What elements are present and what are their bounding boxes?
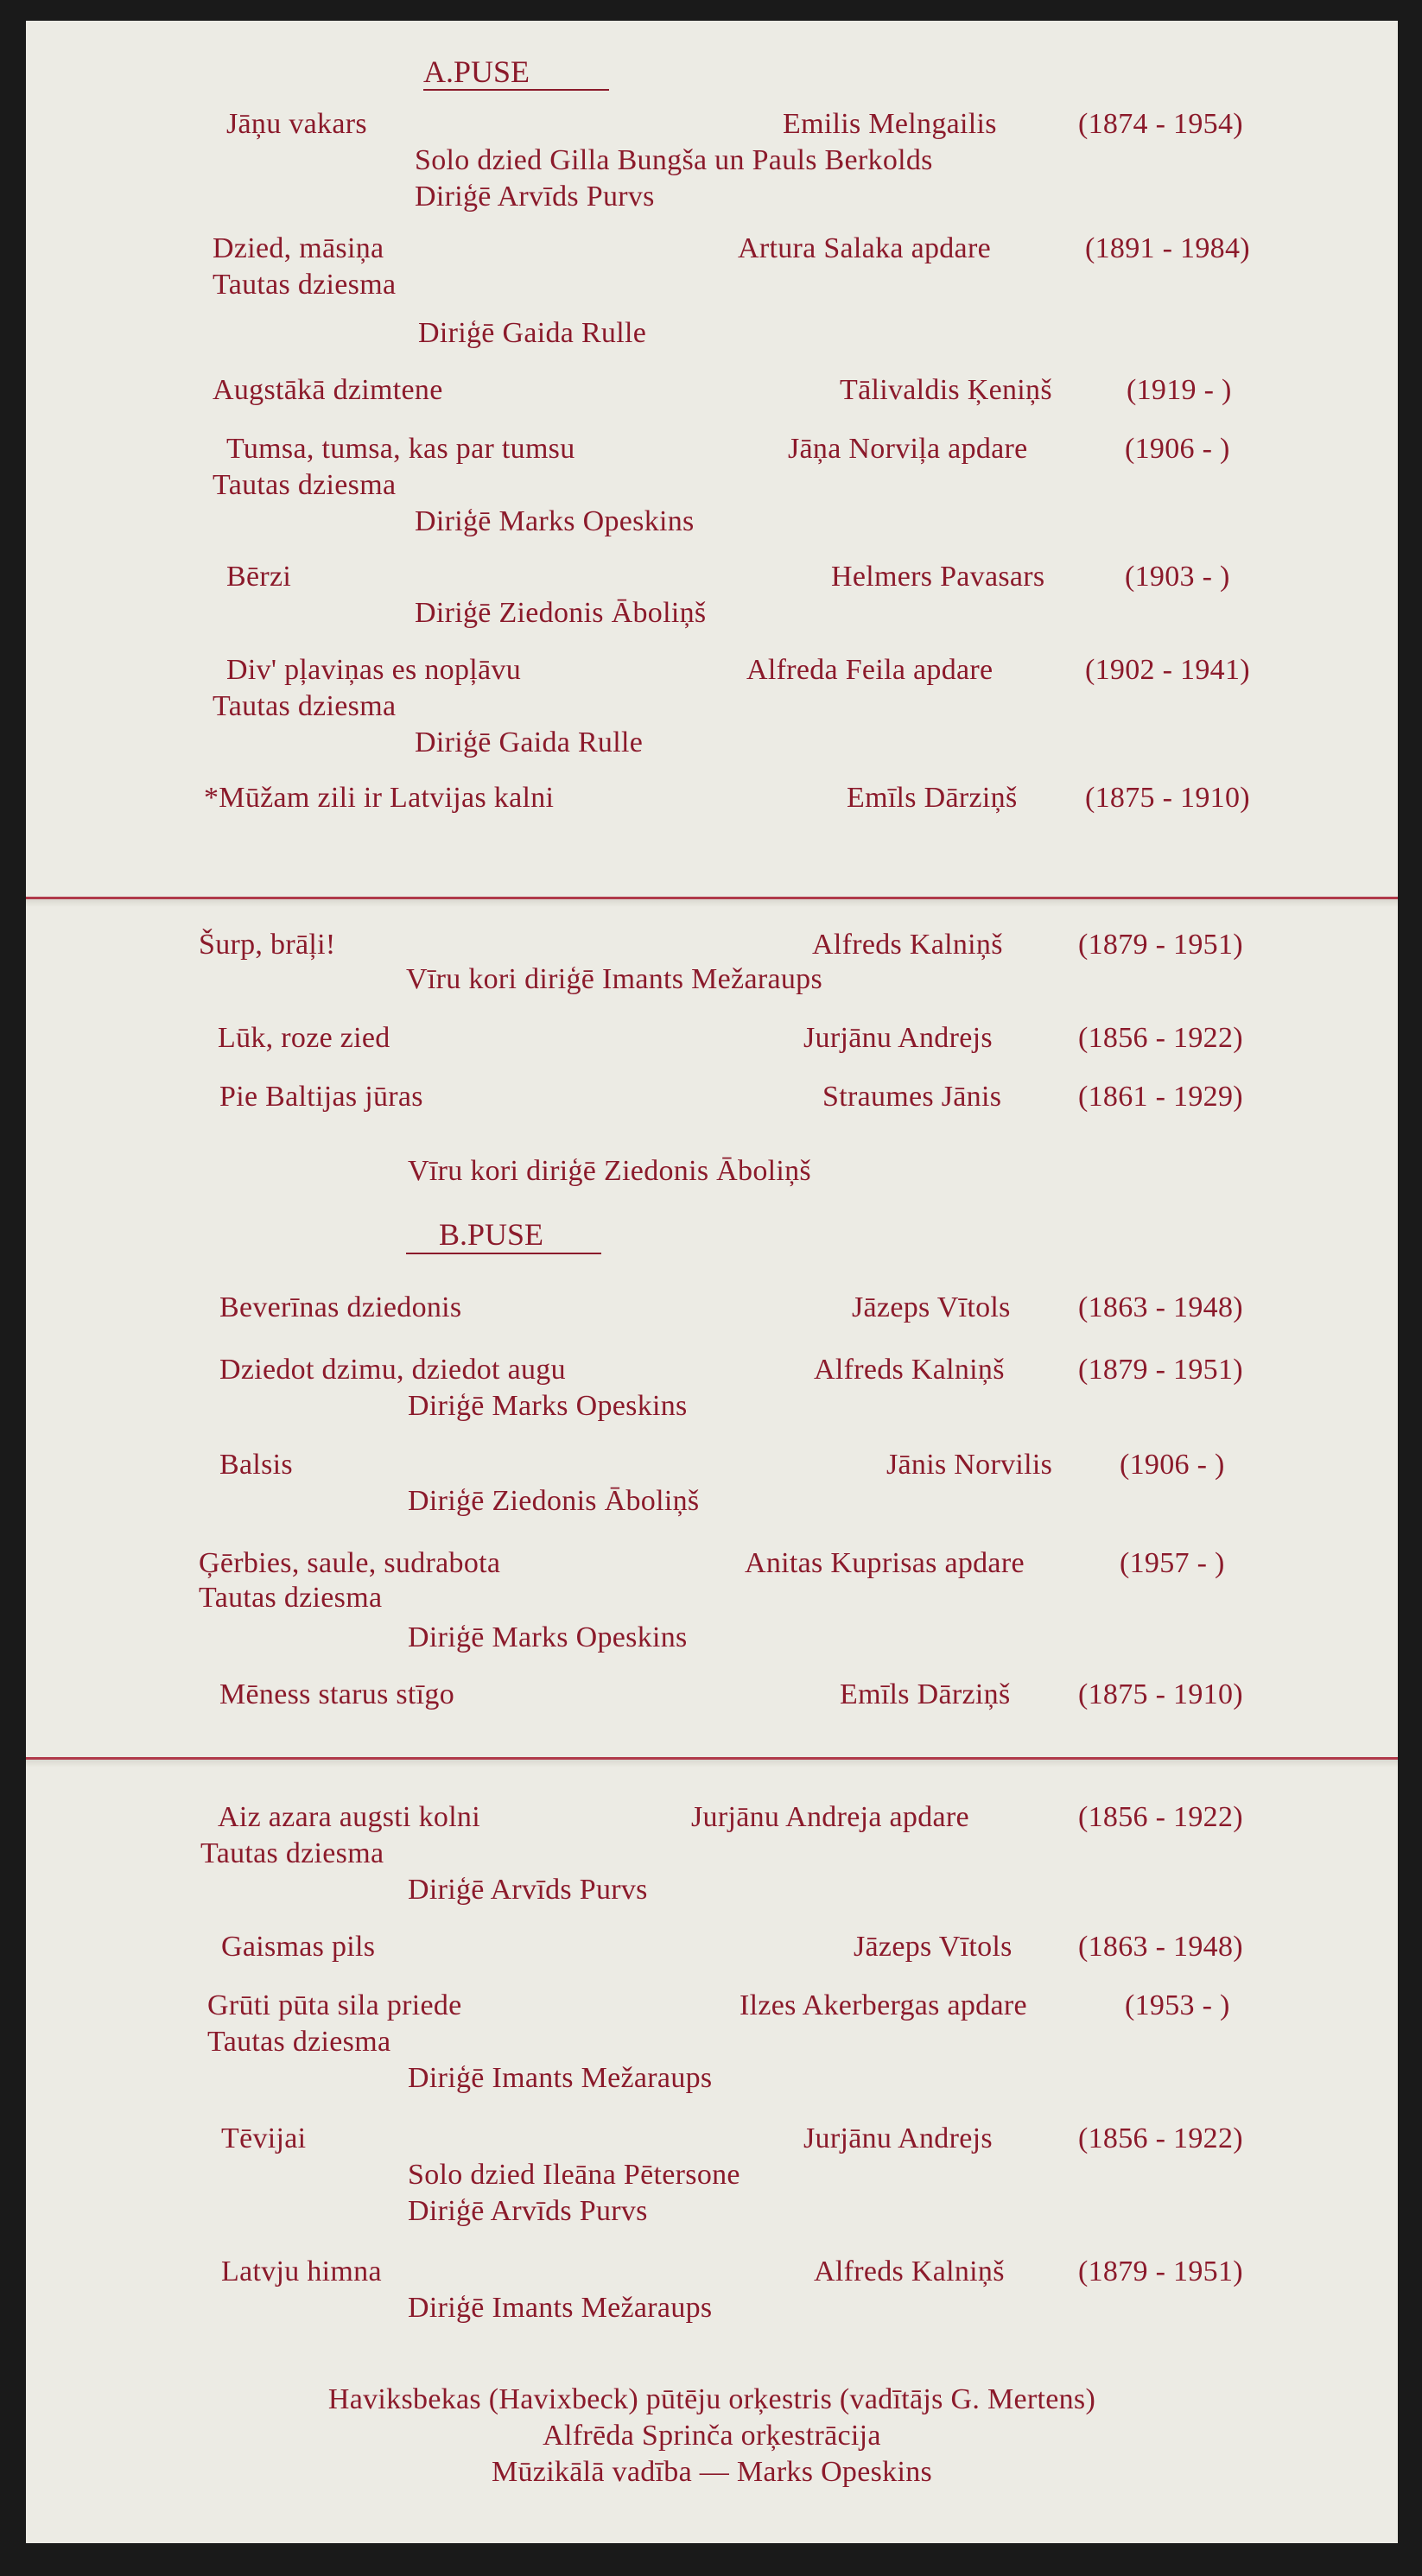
track-years: (1856 - 1922) — [1078, 1801, 1243, 1833]
track-composer: Tālivaldis Ķeniņš — [840, 374, 1052, 406]
heading-underline — [406, 1253, 601, 1254]
fold-shadow — [26, 1759, 1398, 1767]
track-title: Aiz azara augsti kolni — [218, 1801, 480, 1833]
track-title: Pie Baltijas jūras — [219, 1081, 423, 1113]
track-years: (1875 - 1910) — [1085, 782, 1250, 814]
track-composer: Jāņa Norviļa apdare — [788, 433, 1028, 465]
track-title: Tēvijai — [221, 2122, 307, 2154]
track-composer: Jānis Norvilis — [886, 1449, 1053, 1481]
track-subtitle: Tautas dziesma — [213, 690, 397, 722]
track-composer: Jāzeps Vītols — [854, 1931, 1013, 1963]
track-years: (1953 - ) — [1125, 1989, 1230, 2021]
fold-line — [26, 1757, 1398, 1760]
track-note: Diriģē Arvīds Purvs — [408, 1874, 648, 1906]
track-composer: Emīls Dārziņš — [847, 782, 1018, 814]
track-years: (1903 - ) — [1125, 561, 1230, 593]
track-title: Bērzi — [226, 561, 292, 593]
track-years: (1957 - ) — [1120, 1547, 1225, 1579]
track-title: Lūk, roze zied — [218, 1022, 390, 1054]
fold-line — [26, 897, 1398, 899]
heading-underline — [423, 89, 609, 91]
track-title: Augstākā dzimtene — [213, 374, 443, 406]
track-years: (1906 - ) — [1125, 433, 1230, 465]
track-years: (1863 - 1948) — [1078, 1931, 1243, 1963]
side-a-heading: A.PUSE — [423, 54, 530, 89]
track-note: Diriģē Marks Opeskins — [408, 1390, 688, 1422]
track-note: Diriģē Arvīds Purvs — [408, 2195, 648, 2227]
track-subtitle: Tautas dziesma — [207, 2026, 391, 2058]
track-note: Diriģē Arvīds Purvs — [415, 181, 655, 213]
track-years: (1874 - 1954) — [1078, 108, 1243, 140]
track-years: (1863 - 1948) — [1078, 1291, 1243, 1323]
track-title: Balsis — [219, 1449, 293, 1481]
track-title: Beverīnas dziedonis — [219, 1291, 462, 1323]
track-composer: Ilzes Akerbergas apdare — [740, 1989, 1027, 2021]
side-b-heading: B.PUSE — [439, 1217, 544, 1252]
track-title: Latvju himna — [221, 2256, 382, 2287]
track-years: (1902 - 1941) — [1085, 654, 1250, 686]
track-title: Ģērbies, saule, sudrabota — [199, 1547, 501, 1579]
track-title: Jāņu vakars — [226, 108, 367, 140]
credit-line: Mūzikālā vadība — Marks Opeskins — [491, 2456, 933, 2488]
track-years: (1856 - 1922) — [1078, 2122, 1243, 2154]
track-composer: Emilis Melngailis — [783, 108, 997, 140]
track-years: (1875 - 1910) — [1078, 1678, 1243, 1710]
track-composer: Alfreda Feila apdare — [746, 654, 993, 686]
track-note: Diriģē Gaida Rulle — [415, 726, 644, 758]
track-subtitle: Tautas dziesma — [213, 469, 397, 501]
track-composer: Straumes Jānis — [822, 1081, 1002, 1113]
track-years: (1919 - ) — [1127, 374, 1232, 406]
track-note: Diriģē Ziedonis Āboliņš — [408, 1485, 700, 1517]
track-years: (1879 - 1951) — [1078, 929, 1243, 961]
track-composer: Emīls Dārziņš — [840, 1678, 1011, 1710]
track-years: (1906 - ) — [1120, 1449, 1225, 1481]
track-note: Diriģē Gaida Rulle — [418, 317, 647, 349]
track-title: Grūti pūta sila priede — [207, 1989, 462, 2021]
track-note: Diriģē Marks Opeskins — [415, 505, 695, 537]
track-subtitle: Tautas dziesma — [213, 269, 397, 301]
track-title: Gaismas pils — [221, 1931, 376, 1963]
track-years: (1856 - 1922) — [1078, 1022, 1243, 1054]
track-title: Dziedot dzimu, dziedot augu — [219, 1354, 566, 1386]
track-title: Tumsa, tumsa, kas par tumsu — [226, 433, 575, 465]
credit-line: Alfrēda Sprinča orķestrācija — [543, 2420, 881, 2452]
track-composer: Artura Salaka apdare — [738, 232, 991, 264]
track-years: (1879 - 1951) — [1078, 1354, 1243, 1386]
track-composer: Jurjānu Andrejs — [803, 1022, 993, 1054]
track-composer: Anitas Kuprisas apdare — [745, 1547, 1025, 1579]
track-note: Diriģē Marks Opeskins — [408, 1621, 688, 1653]
track-note: Vīru kori diriģē Ziedonis Āboliņš — [408, 1155, 811, 1187]
track-note: Diriģē Ziedonis Āboliņš — [415, 597, 707, 629]
track-note: Vīru kori diriģē Imants Mežaraups — [406, 963, 822, 995]
track-years: (1879 - 1951) — [1078, 2256, 1243, 2287]
credit-line: Haviksbekas (Havixbeck) pūtēju orķestris (vadītājs G. Mertens) — [327, 2383, 1096, 2415]
track-composer: Jurjānu Andrejs — [803, 2122, 993, 2154]
track-years: (1861 - 1929) — [1078, 1081, 1243, 1113]
track-note: Solo dzied Ileāna Pētersone — [408, 2159, 740, 2191]
track-composer: Alfreds Kalniņš — [814, 2256, 1005, 2287]
track-years: (1891 - 1984) — [1085, 232, 1250, 264]
track-title: Dzied, māsiņa — [213, 232, 384, 264]
track-note: Diriģē Imants Mežaraups — [408, 2292, 713, 2324]
track-subtitle: Tautas dziesma — [200, 1837, 384, 1869]
track-composer: Alfreds Kalniņš — [812, 929, 1003, 961]
track-composer: Alfreds Kalniņš — [814, 1354, 1005, 1386]
track-title: Div' pļaviņas es nopļāvu — [226, 654, 521, 686]
track-title: Mēness starus stīgo — [219, 1678, 455, 1710]
fold-shadow — [26, 898, 1398, 907]
track-composer: Jurjānu Andreja apdare — [691, 1801, 969, 1833]
track-subtitle: Tautas dziesma — [199, 1582, 383, 1614]
track-note: Solo dzied Gilla Bungša un Pauls Berkolds — [415, 144, 933, 176]
track-title: Šurp, brāļi! — [199, 929, 336, 961]
track-composer: Helmers Pavasars — [831, 561, 1045, 593]
track-note: Diriģē Imants Mežaraups — [408, 2062, 713, 2094]
track-composer: Jāzeps Vītols — [852, 1291, 1011, 1323]
track-title: *Mūžam zili ir Latvijas kalni — [204, 782, 555, 814]
